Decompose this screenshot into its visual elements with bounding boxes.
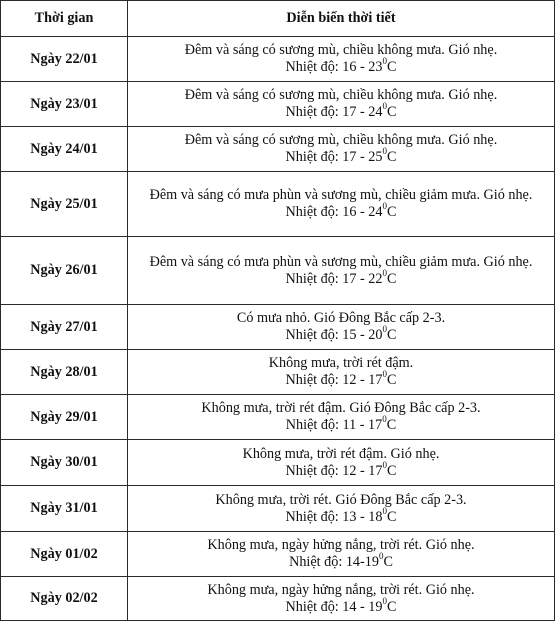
temperature-label: Nhiệt độ: xyxy=(285,598,343,615)
temperature-label: Nhiệt độ: xyxy=(285,149,343,165)
degree-mark: 0 xyxy=(382,146,387,157)
weather-cell xyxy=(128,350,555,395)
temperature-line xyxy=(132,146,550,166)
weather-cell xyxy=(128,577,555,621)
weather-cell xyxy=(128,237,555,305)
weather-cell xyxy=(128,127,555,172)
temperature-unit: C xyxy=(386,104,397,120)
temperature-line xyxy=(132,324,550,344)
temperature-line xyxy=(132,505,550,526)
weather-cell xyxy=(128,532,555,577)
temperature-range: 14-19 xyxy=(345,554,379,570)
degree-mark: 0 xyxy=(382,101,387,112)
temperature-unit: C xyxy=(386,508,397,525)
temperature-unit: C xyxy=(386,204,397,220)
temperature-range: 13 - 18 xyxy=(342,508,383,525)
temperature-line xyxy=(132,267,550,288)
degree-mark: 0 xyxy=(382,505,387,516)
table-row xyxy=(1,127,555,172)
weather-description: Đêm và sáng có sương mù, chiều không mưa. Gió nhẹ. xyxy=(184,87,498,103)
temperature-label: Nhiệt độ: xyxy=(285,508,343,525)
temperature-range: 12 - 17 xyxy=(342,462,383,479)
date-cell: Ngày 31/01 xyxy=(1,486,128,532)
temperature-unit: C xyxy=(386,372,397,388)
temperature-line xyxy=(132,551,550,571)
temperature-range: 16 - 24 xyxy=(342,204,383,220)
temperature-unit: C xyxy=(383,554,393,570)
temperature-unit: C xyxy=(386,149,397,165)
temperature-range: 11 - 17 xyxy=(342,417,383,433)
weather-cell xyxy=(128,172,555,237)
temperature-unit: C xyxy=(386,417,397,433)
temperature-range: 16 - 23 xyxy=(342,59,383,75)
date-cell: Ngày 22/01 xyxy=(1,37,128,82)
temperature-range: 12 - 17 xyxy=(342,372,383,388)
temperature-range: 17 - 25 xyxy=(342,149,383,165)
degree-mark: 0 xyxy=(382,414,387,425)
table-row xyxy=(1,395,555,440)
temperature-unit: C xyxy=(386,270,397,287)
temperature-range: 17 - 22 xyxy=(342,270,383,287)
date-cell: Ngày 23/01 xyxy=(1,82,128,127)
weather-cell xyxy=(128,486,555,532)
weather-description: Không mưa, trời rét đậm. Gió nhẹ. xyxy=(242,445,440,462)
temperature-label: Nhiệt độ: xyxy=(285,327,343,343)
temperature-line xyxy=(132,595,550,616)
date-cell: Ngày 30/01 xyxy=(1,440,128,486)
date-cell: Ngày 27/01 xyxy=(1,305,128,350)
date-cell: Ngày 02/02 xyxy=(1,577,128,621)
weather-description: Không mưa, ngày hửng nắng, trời rét. Gió nhẹ. xyxy=(207,581,475,598)
date-cell: Ngày 26/01 xyxy=(1,237,128,305)
date-cell: Ngày 25/01 xyxy=(1,172,128,237)
weather-description: Không mưa, trời rét. Gió Đông Bắc cấp 2-3. xyxy=(215,491,467,508)
temperature-line xyxy=(132,414,550,434)
date-cell: Ngày 24/01 xyxy=(1,127,128,172)
temperature-label: Nhiệt độ: xyxy=(285,417,343,433)
temperature-line xyxy=(132,369,550,389)
weather-description: Đêm và sáng có sương mù, chiều không mưa. Gió nhẹ. xyxy=(184,132,498,148)
table-row xyxy=(1,172,555,237)
temperature-label: Nhiệt độ: xyxy=(285,372,343,388)
weather-cell xyxy=(128,305,555,350)
weather-description: Đêm và sáng có mưa phùn và sương mù, chiều giảm mưa. Gió nhẹ. xyxy=(149,253,533,270)
weather-description: Đêm và sáng có sương mù, chiều không mưa. Gió nhẹ. xyxy=(184,42,498,58)
temperature-unit: C xyxy=(386,462,397,479)
temperature-label: Nhiệt độ: xyxy=(289,554,346,570)
weather-cell xyxy=(128,395,555,440)
temperature-line xyxy=(132,56,550,76)
temperature-unit: C xyxy=(386,59,397,75)
temperature-label: Nhiệt độ: xyxy=(285,104,343,120)
table-row xyxy=(1,486,555,532)
weather-description: Có mưa nhỏ. Gió Đông Bắc cấp 2-3. xyxy=(236,310,446,326)
table-row xyxy=(1,532,555,577)
header-time: Thời gian xyxy=(1,1,128,37)
temperature-unit: C xyxy=(386,598,397,615)
degree-mark: 0 xyxy=(382,267,387,278)
table-row xyxy=(1,440,555,486)
table-row xyxy=(1,237,555,305)
table-row xyxy=(1,350,555,395)
temperature-label: Nhiệt độ: xyxy=(285,204,343,220)
header-weather: Diễn biến thời tiết xyxy=(128,1,555,37)
temperature-line xyxy=(132,201,550,221)
weather-description: Không mưa, trời rét đậm. xyxy=(268,355,414,371)
degree-mark: 0 xyxy=(382,201,387,212)
table-header xyxy=(1,1,555,37)
temperature-line xyxy=(132,101,550,121)
temperature-range: 17 - 24 xyxy=(342,104,383,120)
weather-cell xyxy=(128,440,555,486)
weather-description: Không mưa, trời rét đậm. Gió Đông Bắc cấp 2-3. xyxy=(201,400,481,416)
degree-mark: 0 xyxy=(382,595,387,606)
weather-description: Đêm và sáng có mưa phùn và sương mù, chiều giảm mưa. Gió nhẹ. xyxy=(149,187,533,203)
table-row xyxy=(1,305,555,350)
header-row xyxy=(1,1,555,37)
temperature-line xyxy=(132,459,550,480)
table-row xyxy=(1,37,555,82)
table-row xyxy=(1,82,555,127)
degree-mark: 0 xyxy=(382,369,387,380)
degree-mark: 0 xyxy=(378,551,384,562)
temperature-range: 15 - 20 xyxy=(342,327,383,343)
temperature-label: Nhiệt độ: xyxy=(285,59,343,75)
table-row xyxy=(1,577,555,621)
weather-cell xyxy=(128,37,555,82)
date-cell: Ngày 28/01 xyxy=(1,350,128,395)
table-body xyxy=(1,37,555,621)
date-cell: Ngày 29/01 xyxy=(1,395,128,440)
weather-cell xyxy=(128,82,555,127)
temperature-unit: C xyxy=(386,327,397,343)
temperature-label: Nhiệt độ: xyxy=(285,270,343,287)
degree-mark: 0 xyxy=(382,56,387,67)
date-cell: Ngày 01/02 xyxy=(1,532,128,577)
temperature-range: 14 - 19 xyxy=(342,598,383,615)
degree-mark: 0 xyxy=(382,324,387,335)
weather-description: Không mưa, ngày hửng nắng, trời rét. Gió nhẹ. xyxy=(207,537,475,553)
temperature-label: Nhiệt độ: xyxy=(285,462,343,479)
degree-mark: 0 xyxy=(382,459,387,470)
